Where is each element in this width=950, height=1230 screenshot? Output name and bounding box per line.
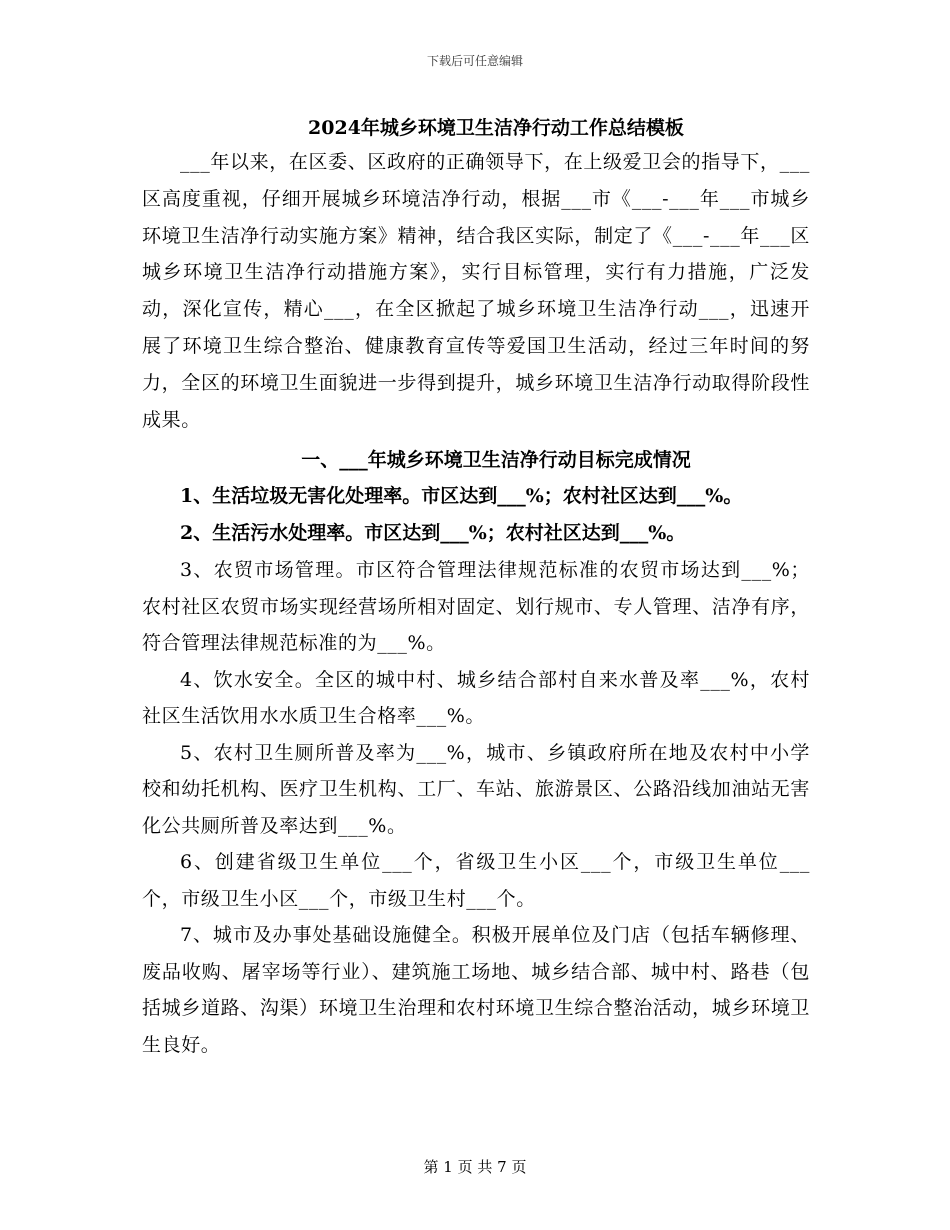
page-footer: 第 1 页 共 7 页 xyxy=(423,1158,527,1176)
target-item-3: 3、农贸市场管理。市区符合管理法律规范标准的农贸市场达到___%；农村社区农贸市场实现经营场所相对固定、划行规市、专人管理、洁净有序，符合管理法律规范标准的为___%。 xyxy=(142,559,810,655)
intro-paragraph: ___年以来，在区委、区政府的正确领导下，在上级爱卫会的指导下，___区高度重视，仔细开展城乡环境洁净行动，根据___市《___-___年___市城乡环境卫生洁净行动实施方案》精神，结合我区实际，制定了《___-___年___区城乡环境卫生洁净行动措施方案》，实行目标管理，实行有力措施，广泛发动，深化宣传，精心___，在全区掀起了城乡环境卫生洁净行动___，迅速开展了环境卫生综合整治、健康教育宣传等爱国卫生活动，经过三年时间的努力，全区的环境卫生面貌进一步得到提升，城乡环境卫生洁净行动取得阶段性成果。 xyxy=(142,151,810,431)
target-item-4: 4、饮水安全。全区的城中村、城乡结合部村自来水普及率___%，农村社区生活饮用水水质卫生合格率___%。 xyxy=(142,668,810,728)
document-body xyxy=(142,112,810,1063)
target-item-5: 5、农村卫生厕所普及率为___%，城市、乡镇政府所在地及农村中小学校和幼托机构、医疗卫生机构、工厂、车站、旅游景区、公路沿线加油站无害化公共厕所普及率达到___%。 xyxy=(142,741,810,837)
target-item-1: 1、生活垃圾无害化处理率。市区达到___%；农村社区达到___%。 xyxy=(180,485,743,508)
document-title: 2024年城乡环境卫生洁净行动工作总结模板 xyxy=(308,117,684,139)
target-item-7: 7、城市及办事处基础设施健全。积极开展单位及门店（包括车辆修理、废品收购、屠宰场等行业）、建筑施工场地、城乡结合部、城中村、路巷（包括城乡道路、沟渠）环境卫生治理和农村环境卫生综合整治活动，城乡环境卫生良好。 xyxy=(142,924,810,1056)
header-note: 下载后可任意编辑 xyxy=(426,54,523,68)
target-item-2: 2、生活污水处理率。市区达到___%；农村社区达到___%。 xyxy=(180,522,686,545)
section-heading: 一、___年城乡环境卫生洁净行动目标完成情况 xyxy=(301,449,691,472)
target-item-6: 6、创建省级卫生单位___个，省级卫生小区___个，市级卫生单位___个，市级卫生小区___个，市级卫生村___个。 xyxy=(142,851,810,910)
